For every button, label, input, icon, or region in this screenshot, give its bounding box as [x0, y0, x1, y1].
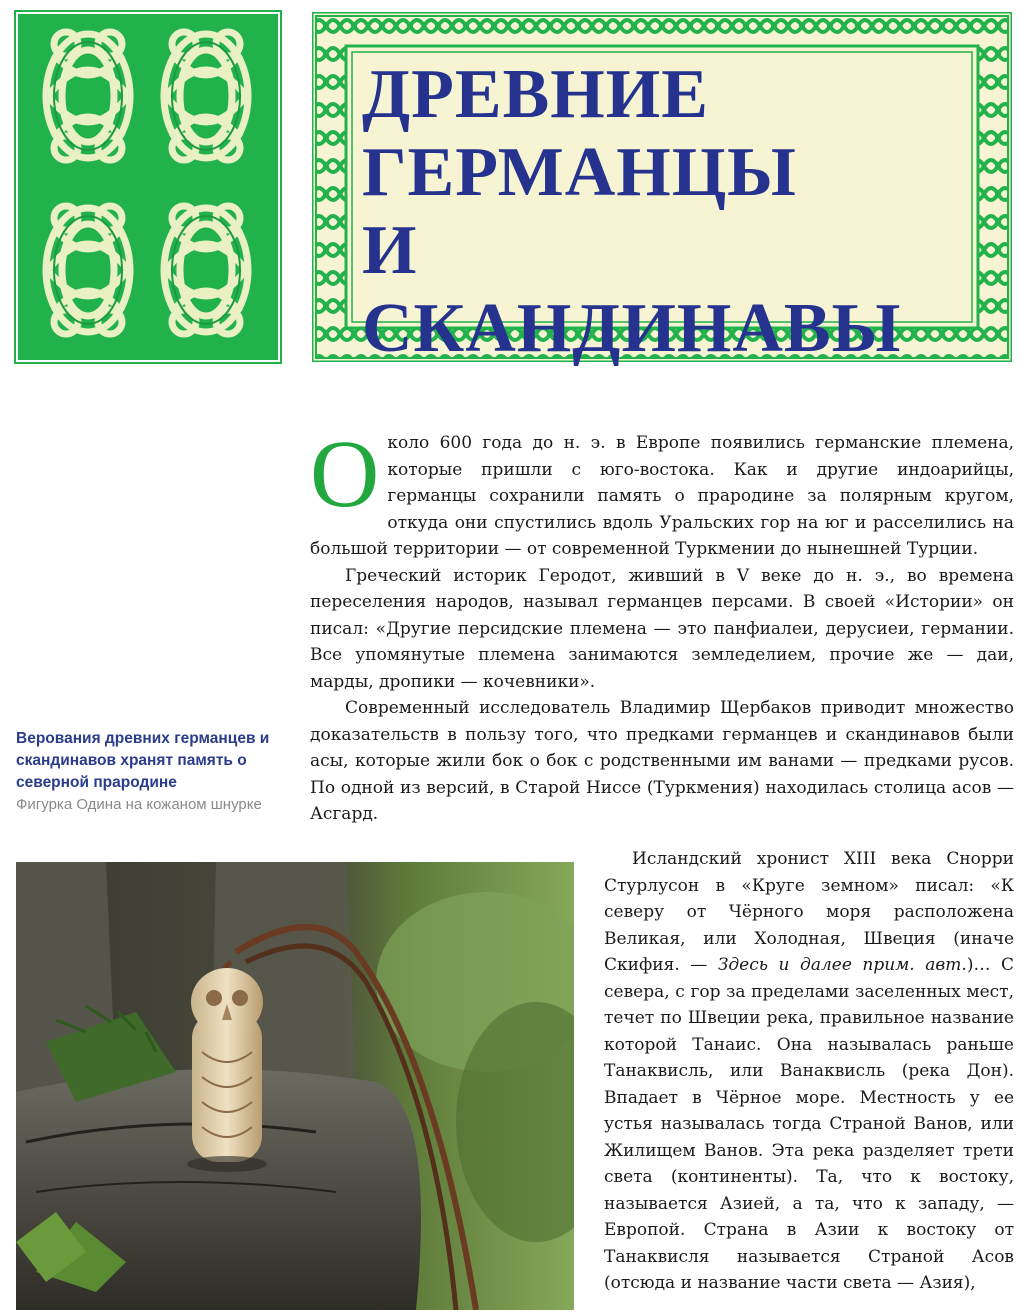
title-line-2: ГЕРМАНЦЫ	[362, 134, 797, 211]
paragraph-4-part-b: )… С севера, с гор за пределами заселенных мест, течет по Швеции река, правильное название которой Танаис. Она называлась раньше Танаквисль, или Ванаквисль (река Дон). Впадает в Чёрное море. Местность у ее устья называлась тогда Страной Ванов, или Жилищем Ванов. Эта река разделяет трети света (континенты). Та, что к востоку, называется Азией, а та, что к западу, — Европой. Страна в Азии к востоку от Танаквисля называется Страной Асов (отсюда и название части света — Азия),	[604, 955, 1014, 1293]
paragraph-1	[310, 420, 1014, 563]
paragraph-4	[604, 846, 1014, 1297]
title-frame	[312, 12, 1012, 367]
knot-pattern-icon	[18, 14, 278, 360]
paragraph-1-text: коло 600 года до н. э. в Европе появились германские племена, которые пришли с юго-востока. Как и другие индоарийцы, германцы сохранили память о прародине за полярным кругом, откуда они спустились вдоль Уральских гор на юг и расселились на большой территории — от современной Туркмении до нынешней Турции.	[310, 433, 1014, 559]
odin-figurine-photo	[16, 862, 574, 1310]
author-note: Здесь и далее прим. авт.	[717, 955, 967, 975]
page-title	[362, 56, 962, 367]
drop-cap: О	[310, 420, 380, 527]
caption-subtitle: Фигурка Одина на кожаном шнурке	[16, 796, 262, 813]
photo-caption	[16, 728, 286, 816]
article-body	[310, 420, 1014, 828]
figurine-image-icon	[16, 862, 574, 1310]
paragraph-4-part-a: Исландский хронист XIII века Снорри Стурлусон в «Круге земном» писал: «К северу от Чёрного моря расположена Великая, или Холодная, Швеция (иначе Скифия. —	[604, 849, 1014, 975]
title-line-1: ДРЕВНИЕ	[362, 56, 709, 133]
paragraph-3: Современный исследователь Владимир Щербаков приводит множество доказательств в пользу того, что предками германцев и скандинавов были асы, которые жили бок о бок с родственными им ванами — предками русов. По одной из версий, в Старой Ниссе (Туркмения) находилась столица асов — Асгард.	[310, 698, 1014, 824]
title-line-3: И СКАНДИНАВЫ	[362, 212, 902, 367]
paragraph-2: Греческий историк Геродот, живший в V веке до н. э., во времена переселения народов, называл германцев персами. В своей «Истории» он писал: «Другие персидские племена — это панфиалеи, дерусиеи, германии. Все упомянутые племена занимаются земледелием, прочие же — даи, марды, дропики — кочевники».	[310, 565, 1014, 692]
caption-title: Верования древних германцев и скандинавов хранят память о северной прародине	[16, 730, 270, 791]
article-body-narrow	[604, 846, 1014, 1297]
celtic-knot-ornament	[16, 12, 280, 362]
